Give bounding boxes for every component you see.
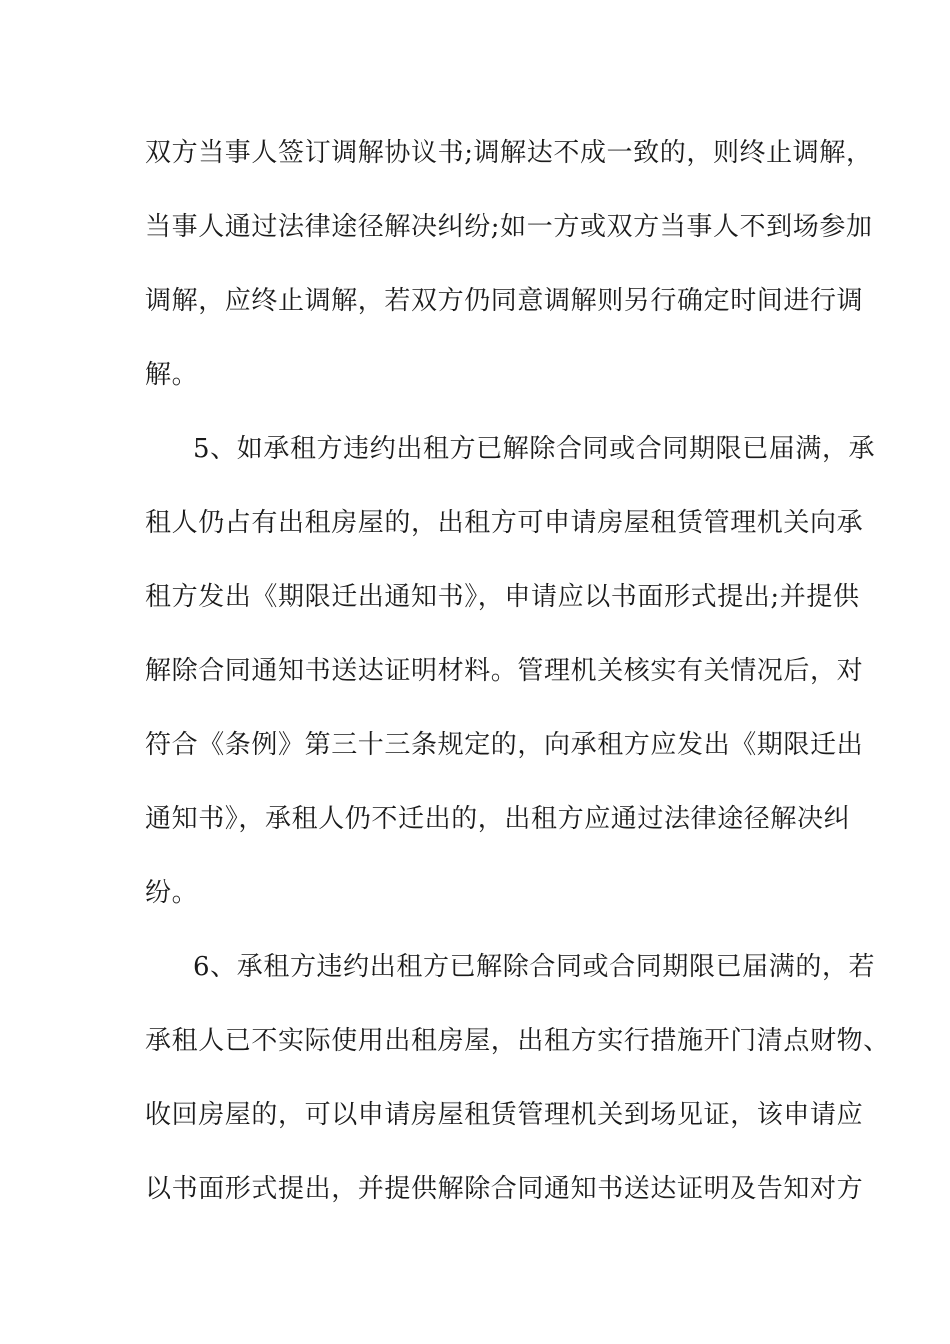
paragraph-5-start: 5、如承租方违约出租方已解除合同或合同期限已届满，承 — [193, 434, 876, 464]
text-line: 以书面形式提出，并提供解除合同通知书送达证明及告知对方 — [145, 1174, 864, 1204]
paragraph-6-start: 6、承租方违约出租方已解除合同或合同期限已届满的，若 — [193, 952, 876, 982]
text-line: 符合《条例》第三十三条规定的，向承租方应发出《期限迁出 — [145, 730, 864, 760]
text-line: 调解，应终止调解，若双方仍同意调解则另行确定时间进行调 — [145, 286, 864, 316]
text-line: 通知书》，承租人仍不迁出的，出租方应通过法律途径解决纠 — [145, 804, 851, 834]
text-line: 当事人通过法律途径解决纠纷;如一方或双方当事人不到场参加 — [145, 212, 873, 242]
text-line: 租人仍占有出租房屋的，出租方可申请房屋租赁管理机关向承 — [145, 508, 864, 538]
text-line: 承租人已不实际使用出租房屋，出租方实行措施开门清点财物、 — [145, 1026, 890, 1056]
text-line: 纷。 — [145, 878, 199, 908]
text-line: 租方发出《期限迁出通知书》，申请应以书面形式提出;并提供 — [145, 582, 860, 612]
text-line: 解。 — [145, 360, 199, 390]
text-line: 收回房屋的，可以申请房屋租赁管理机关到场见证，该申请应 — [145, 1100, 864, 1130]
text-line: 双方当事人签订调解协议书;调解达不成一致的，则终止调解， — [145, 138, 873, 168]
text-line: 解除合同通知书送达证明材料。管理机关核实有关情况后，对 — [145, 656, 864, 686]
